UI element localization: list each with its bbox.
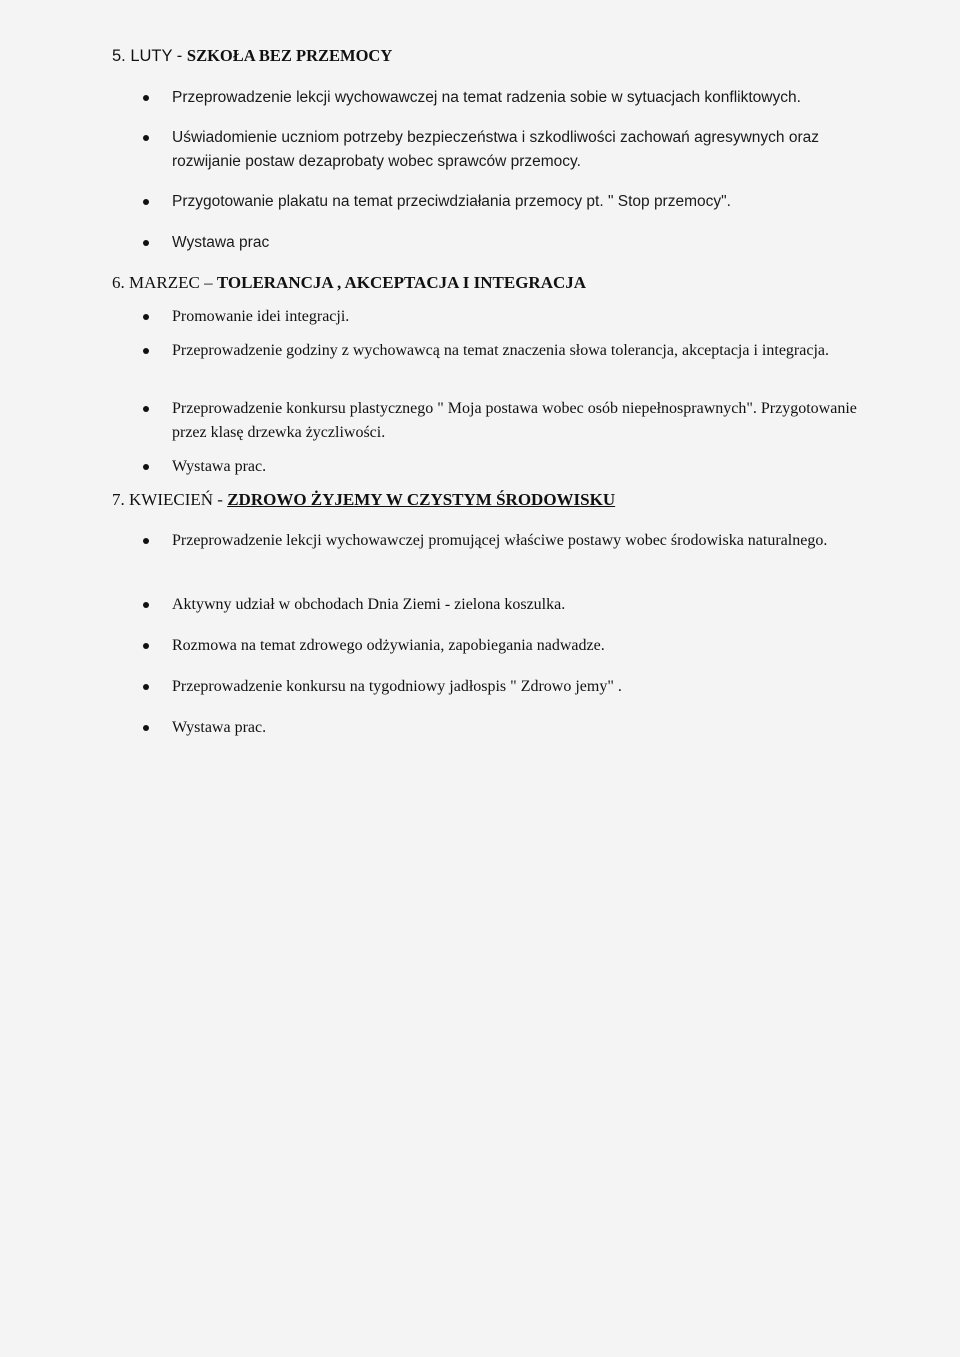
bullet-icon — [143, 643, 149, 649]
section-5-prefix: 5. LUTY - — [112, 47, 187, 65]
list-item: Rozmowa na temat zdrowego odżywiania, zapobiegania nadwadze. — [172, 634, 862, 658]
list-item: Aktywny udział w obchodach Dnia Ziemi - zielona koszulka. — [172, 593, 862, 617]
bullet-icon — [143, 95, 149, 101]
section-6-prefix: 6. MARZEC – — [112, 273, 217, 292]
list-item: Przeprowadzenie lekcji wychowawczej promującej właściwe postawy wobec środowiska naturalnego. — [172, 529, 862, 553]
bullet-icon — [143, 348, 149, 354]
section-7-title: ZDROWO ŻYJEMY W CZYSTYM ŚRODOWISKU — [227, 490, 616, 509]
bullet-icon — [143, 464, 149, 470]
list-item: Wystawa prac. — [172, 455, 862, 479]
section-7-prefix: 7. KWIECIEŃ - — [112, 490, 228, 509]
list-item: Promowanie idei integracji. — [172, 305, 862, 329]
bullet-icon — [143, 725, 149, 731]
section-5-heading — [112, 46, 392, 66]
list-item: Przeprowadzenie konkursu plastycznego " Moja postawa wobec osób niepełnosprawnych". Przygotowanie przez klasę drzewka życzliwości. — [172, 397, 862, 445]
section-6-heading — [112, 273, 586, 293]
bullet-icon — [143, 199, 149, 205]
list-item: Uświadomienie uczniom potrzeby bezpieczeństwa i szkodliwości zachowań agresywnych oraz rozwijanie postaw dezaprobaty wobec sprawców przemocy. — [172, 126, 862, 174]
bullet-icon — [143, 135, 149, 141]
list-item: Wystawa prac — [172, 231, 862, 255]
section-5-title: SZKOŁA BEZ PRZEMOCY — [186, 46, 393, 65]
section-7-heading — [112, 490, 615, 510]
list-item: Przeprowadzenie lekcji wychowawczej na temat radzenia sobie w sytuacjach konfliktowych. — [172, 86, 862, 110]
list-item: Wystawa prac. — [172, 716, 862, 740]
bullet-icon — [143, 314, 149, 320]
bullet-icon — [143, 538, 149, 544]
bullet-icon — [143, 684, 149, 690]
list-item: Przeprowadzenie godziny z wychowawcą na temat znaczenia słowa tolerancja, akceptacja i integracja. — [172, 339, 862, 363]
list-item: Przygotowanie plakatu na temat przeciwdziałania przemocy pt. " Stop przemocy". — [172, 190, 862, 214]
bullet-icon — [143, 602, 149, 608]
bullet-icon — [143, 406, 149, 412]
section-6-title: TOLERANCJA , AKCEPTACJA I INTEGRACJA — [216, 273, 587, 292]
bullet-icon — [143, 240, 149, 246]
list-item: Przeprowadzenie konkursu na tygodniowy jadłospis " Zdrowo jemy" . — [172, 675, 862, 699]
